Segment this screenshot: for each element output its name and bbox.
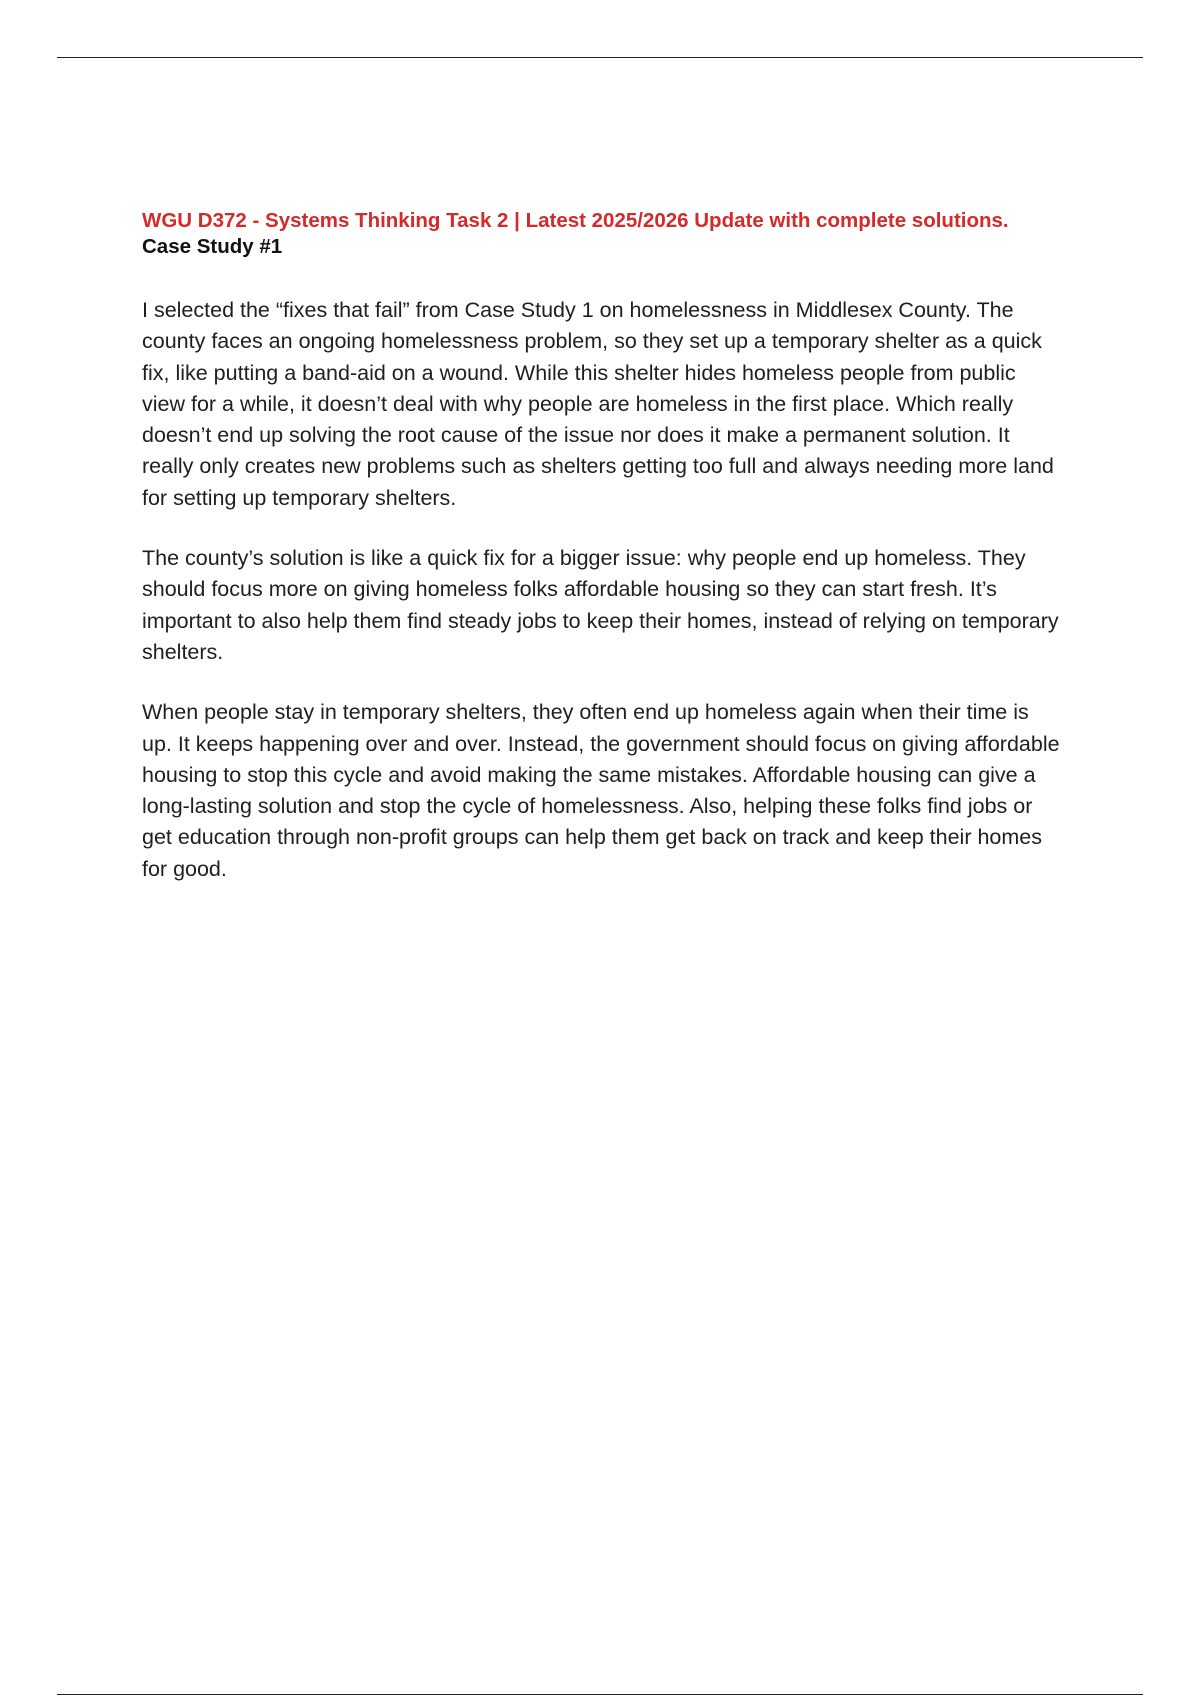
paragraph-2: The county’s solution is like a quick fix for a bigger issue: why people end up homeless. They should focus more on giving homeless folks affordable housing so they can start fresh. It’s important to also help them find steady jobs to keep their homes, instead of relying on temporary shelters. <box>142 546 1059 664</box>
paragraph-1: I selected the “fixes that fail” from Case Study 1 on homelessness in Middlesex County. The county faces an ongoing homelessness problem, so they set up a temporary shelter as a quick fix, like putting a band-aid on a wound. While this shelter hides homeless people from public view for a while, it doesn’t deal with why people are homeless in the first place. Which really doesn’t end up solving the root cause of the issue nor does it make a permanent solution. It really only creates new problems such as shelters getting too full and always needing more land for setting up temporary shelters. <box>142 298 1054 510</box>
footer-rule <box>57 1694 1143 1695</box>
document-body <box>142 208 1062 885</box>
header-rule <box>57 57 1143 58</box>
case-study-heading: Case Study #1 <box>142 235 283 258</box>
paragraph-3: When people stay in temporary shelters, they often end up homeless again when their time is up. It keeps happening over and over. Instead, the government should focus on giving affordable housing to stop this cycle and avoid making the same mistakes. Affordable housing can give a long-lasting solution and stop the cycle of homelessness. Also, helping these folks find jobs or get education through non-profit groups can help them get back on track and keep their homes for good. <box>142 700 1060 881</box>
document-title: WGU D372 - Systems Thinking Task 2 | Latest 2025/2026 Update with complete solutions. <box>142 209 1009 232</box>
